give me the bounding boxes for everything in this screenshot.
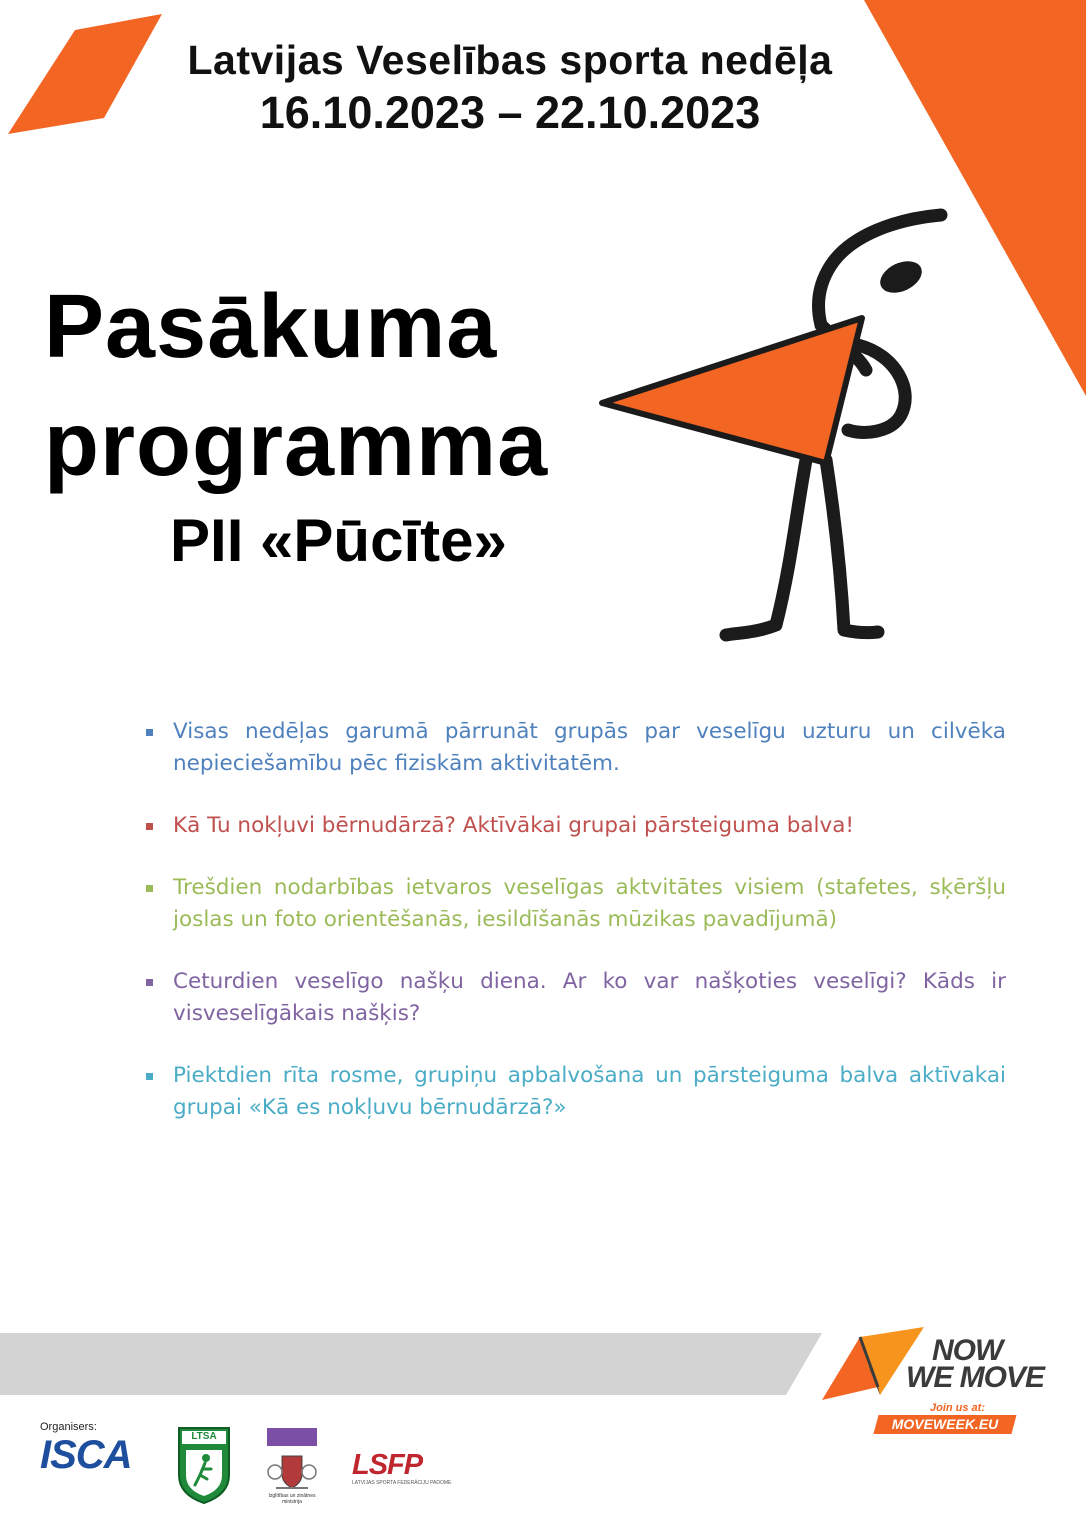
list-item xyxy=(146,810,1006,842)
event-title: Latvijas Veselības sporta nedēļa xyxy=(187,37,833,83)
activity-text: Ceturdien veselīgo našķu diena. Ar ko var našķoties veselīgi? Kāds ir visveselīgākais našķis? xyxy=(173,969,1006,1026)
list-item xyxy=(146,1060,1006,1124)
ltsa-label: LTSA xyxy=(191,1431,217,1442)
activity-text: Trešdien nodarbības ietvaros veselīgas aktvitātes visiem (stafetes, sķēršļu joslas un foto orientēšanās, iesildīšanās mūzikas pavadījumā) xyxy=(173,875,1006,932)
page-title xyxy=(44,268,548,504)
activity-text: Visas nedēļas garumā pārrunāt grupās par veselīgu uzturu un cilvēka nepieciešamību pēc fiziskām aktivitatēm. xyxy=(173,719,1006,776)
isca-logo: ISCA xyxy=(40,1433,132,1477)
bullet-square-icon xyxy=(146,1073,153,1080)
list-item xyxy=(146,966,1006,1030)
moveweek-link[interactable]: MOVEWEEK.EU xyxy=(891,1416,999,1432)
activity-text: Piektdien rīta rosme, grupiņu apbalvošana un pārsteiguma balva aktīvakai grupai «Kā es nokļuvu bērnudārzā?» xyxy=(173,1063,1006,1120)
activities-list xyxy=(146,716,1006,1154)
list-item xyxy=(146,716,1006,780)
list-item xyxy=(146,872,1006,936)
ministry-name: Izglītības un zinātnes ministrija xyxy=(268,1493,316,1505)
bullet-square-icon xyxy=(146,979,153,986)
organisers-label: Organisers: xyxy=(40,1421,97,1433)
institution-name: PII «Pūcīte» xyxy=(170,507,507,574)
join-us-label: Join us at: xyxy=(930,1402,986,1414)
event-dates: 16.10.2023 – 22.10.2023 xyxy=(259,87,761,138)
now-text: NOW xyxy=(932,1334,1003,1367)
bullet-square-icon xyxy=(146,885,153,892)
title-line-2: programma xyxy=(44,395,549,495)
bullet-square-icon xyxy=(146,823,153,830)
footer-grey-band xyxy=(0,1333,822,1395)
title-line-1: Pasākuma xyxy=(44,277,498,377)
ministry-coat-of-arms-icon xyxy=(266,1450,318,1492)
we-move-text: WE MOVE xyxy=(906,1361,1045,1394)
lsfp-logo: LSFP xyxy=(352,1449,423,1481)
stick-figure-mascot-icon xyxy=(596,205,956,650)
ministry-bar xyxy=(267,1428,317,1446)
bullet-square-icon xyxy=(146,729,153,736)
activity-text: Kā Tu nokļuvi bērnudārzā? Aktīvākai grupai pārsteiguma balva! xyxy=(173,813,855,838)
lsfp-full-name: LATVIJAS SPORTA FEDERĀCIJU PADOME xyxy=(352,1480,452,1486)
